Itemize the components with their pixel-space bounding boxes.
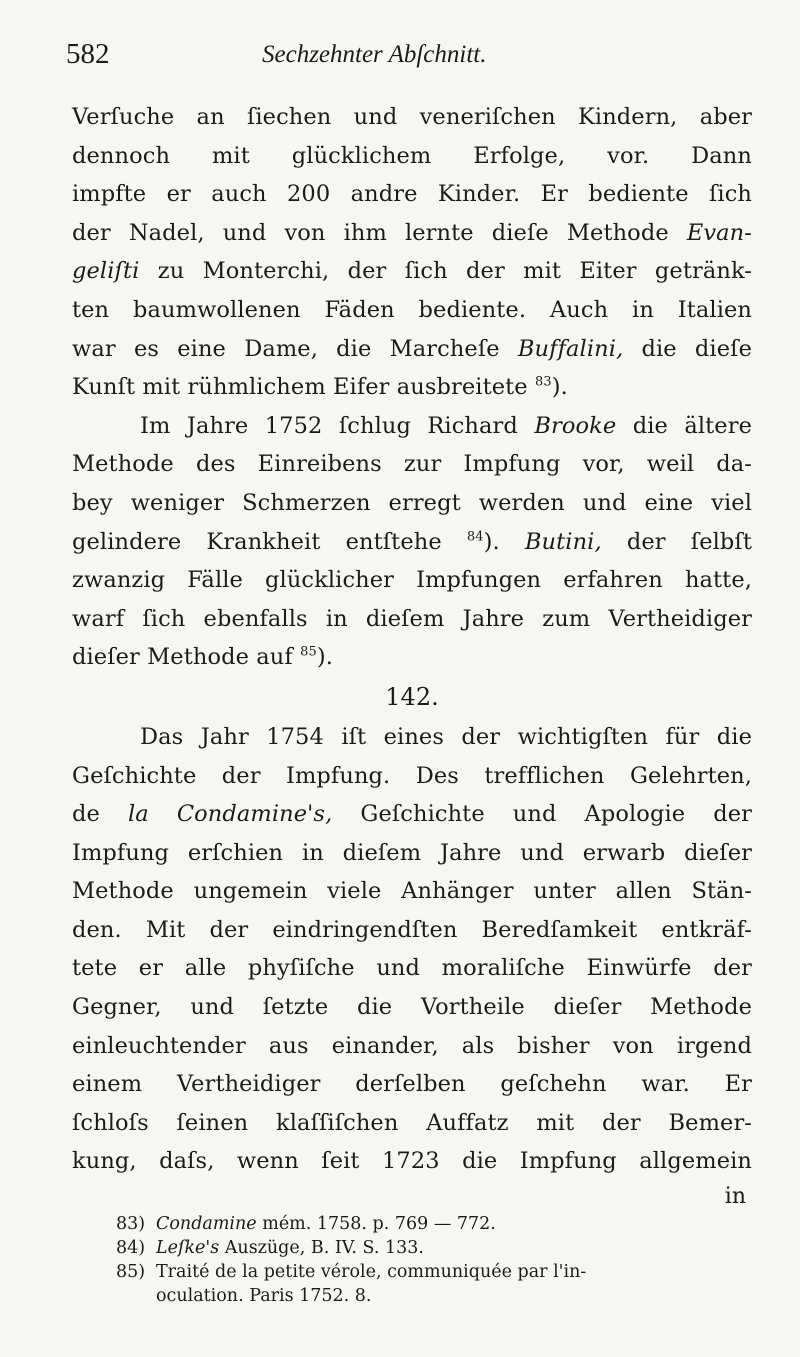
line-segment: dieſer Methode auf: [72, 644, 293, 671]
line-segment: de: [72, 801, 100, 828]
line-segment: die dieſe: [641, 335, 752, 362]
text-line: [72, 638, 752, 677]
text-line: Methode des Einreibens zur Impfung vor, weil da-: [72, 451, 752, 478]
person-name-brooke: Brooke: [534, 412, 617, 439]
text-line: einleuchtender aus einander, als bisher von irgend: [72, 1032, 752, 1059]
text-line: kung, daſs, wenn ſeit 1723 die Impfung allgemein: [72, 1148, 752, 1175]
text-line: ſchloſs ſeinen klaſſiſchen Auffatz mit der Bemer-: [72, 1109, 752, 1136]
footnote-author: Leſke's: [156, 1238, 220, 1258]
text-line: Methode ungemein viele Anhänger unter allen Stän-: [72, 878, 752, 905]
line-segment: zu Monterchi, der ſich der mit Eiter getränk-: [157, 258, 752, 285]
text-line: impfte er auch 200 andre Kinder. Er bediente ſich: [72, 181, 752, 208]
text-line: [72, 368, 752, 407]
line-segment: die ältere: [632, 412, 752, 439]
footnotes: [116, 1212, 756, 1308]
person-name-evangelisti: geliſti: [72, 258, 140, 285]
person-name-condamine: la Condamine's,: [127, 801, 333, 828]
footnote-text: Auszüge, B. IV. S. 133.: [219, 1238, 424, 1258]
person-name-butini: Butini,: [524, 528, 602, 555]
text-line: ten baumwollenen Fäden bediente. Auch in Italien: [72, 296, 752, 323]
line-segment: der ſelbſt: [626, 528, 752, 555]
text-line: [72, 795, 752, 834]
footnote-number: 83): [116, 1214, 146, 1234]
page-number: 582: [66, 38, 110, 70]
footnote-number: 85): [116, 1262, 146, 1282]
text-line: [72, 330, 752, 369]
text-line: [72, 407, 752, 446]
section-number: 142.: [385, 682, 439, 711]
text-line: warf ſich ebenfalls in dieſem Jahre zum Vertheidiger: [72, 605, 752, 632]
text-line: [72, 214, 752, 253]
text-line: einem Vertheidiger derſelben geſchehn war. Er: [72, 1071, 752, 1098]
line-segment: Kunſt mit rühmlichem Eifer ausbreitete: [72, 374, 528, 401]
footnote-85-continued: [116, 1284, 756, 1308]
line-segment: der Nadel, und von ihm lernte dieſe Methode: [72, 219, 669, 246]
footnote-ref-84: 84: [466, 529, 484, 545]
footnote-83: [116, 1212, 756, 1236]
line-segment: Im Jahre 1752 ſchlug Richard: [140, 412, 518, 439]
line-segment: ).: [316, 644, 333, 671]
text-line: Verſuche an ſiechen und veneriſchen Kindern, aber: [72, 104, 752, 130]
text-line: Impfung erſchien in dieſem Jahre und erwarb dieſer: [72, 839, 752, 866]
text-line: Gegner, und ſetzte die Vortheile dieſer Methode: [72, 994, 752, 1021]
text-line: bey weniger Schmerzen erregt werden und eine viel: [72, 489, 752, 516]
line-segment: ).: [551, 374, 568, 401]
line-segment: ).: [483, 528, 500, 555]
footnote-author: Condamine: [156, 1214, 257, 1234]
running-head: Sechzehnter Abſchnitt.: [262, 41, 487, 68]
footnote-ref-85: 85: [300, 644, 317, 660]
footnote-text: mém. 1758. p. 769 — 772.: [256, 1214, 496, 1234]
line-segment: war es eine Dame, die Marcheſe: [72, 335, 500, 362]
person-name-evangelisti: Evan-: [686, 219, 752, 246]
person-name-buffalini: Buffalini,: [517, 335, 624, 362]
text-line: zwanzig Fälle glücklicher Impfungen erfahren hatte,: [72, 567, 752, 594]
footnote-85: [116, 1260, 756, 1284]
text-line: Geſchichte der Impfung. Des trefflichen Gelehrten,: [72, 762, 752, 789]
footnote-84: [116, 1236, 756, 1260]
page-header: [66, 38, 736, 78]
text-line: Das Jahr 1754 iſt eines der wichtigſten für die: [140, 723, 752, 750]
text-line: tete er alle phyſiſche und moraliſche Einwürfe der: [72, 955, 752, 982]
footnote-text: Traité de la petite vérole, communiquée par l'in-: [156, 1262, 587, 1282]
line-segment: Geſchichte und Apologie der: [360, 801, 752, 828]
line-segment: gelindere Krankheit entſtehe: [72, 528, 442, 555]
text-line: den. Mit der eindringendſten Beredſamkeit entkräf-: [72, 916, 752, 943]
footnote-number: 84): [116, 1238, 146, 1258]
text-line: [72, 523, 752, 562]
text-line: dennoch mit glücklichem Erfolge, vor. Dann: [72, 142, 752, 169]
footnote-ref-83: 83: [534, 374, 552, 390]
footnote-text: oculation. Paris 1752. 8.: [156, 1286, 372, 1306]
text-line: [72, 252, 752, 291]
catchword: in: [724, 1184, 746, 1210]
body-text: [72, 98, 752, 1213]
